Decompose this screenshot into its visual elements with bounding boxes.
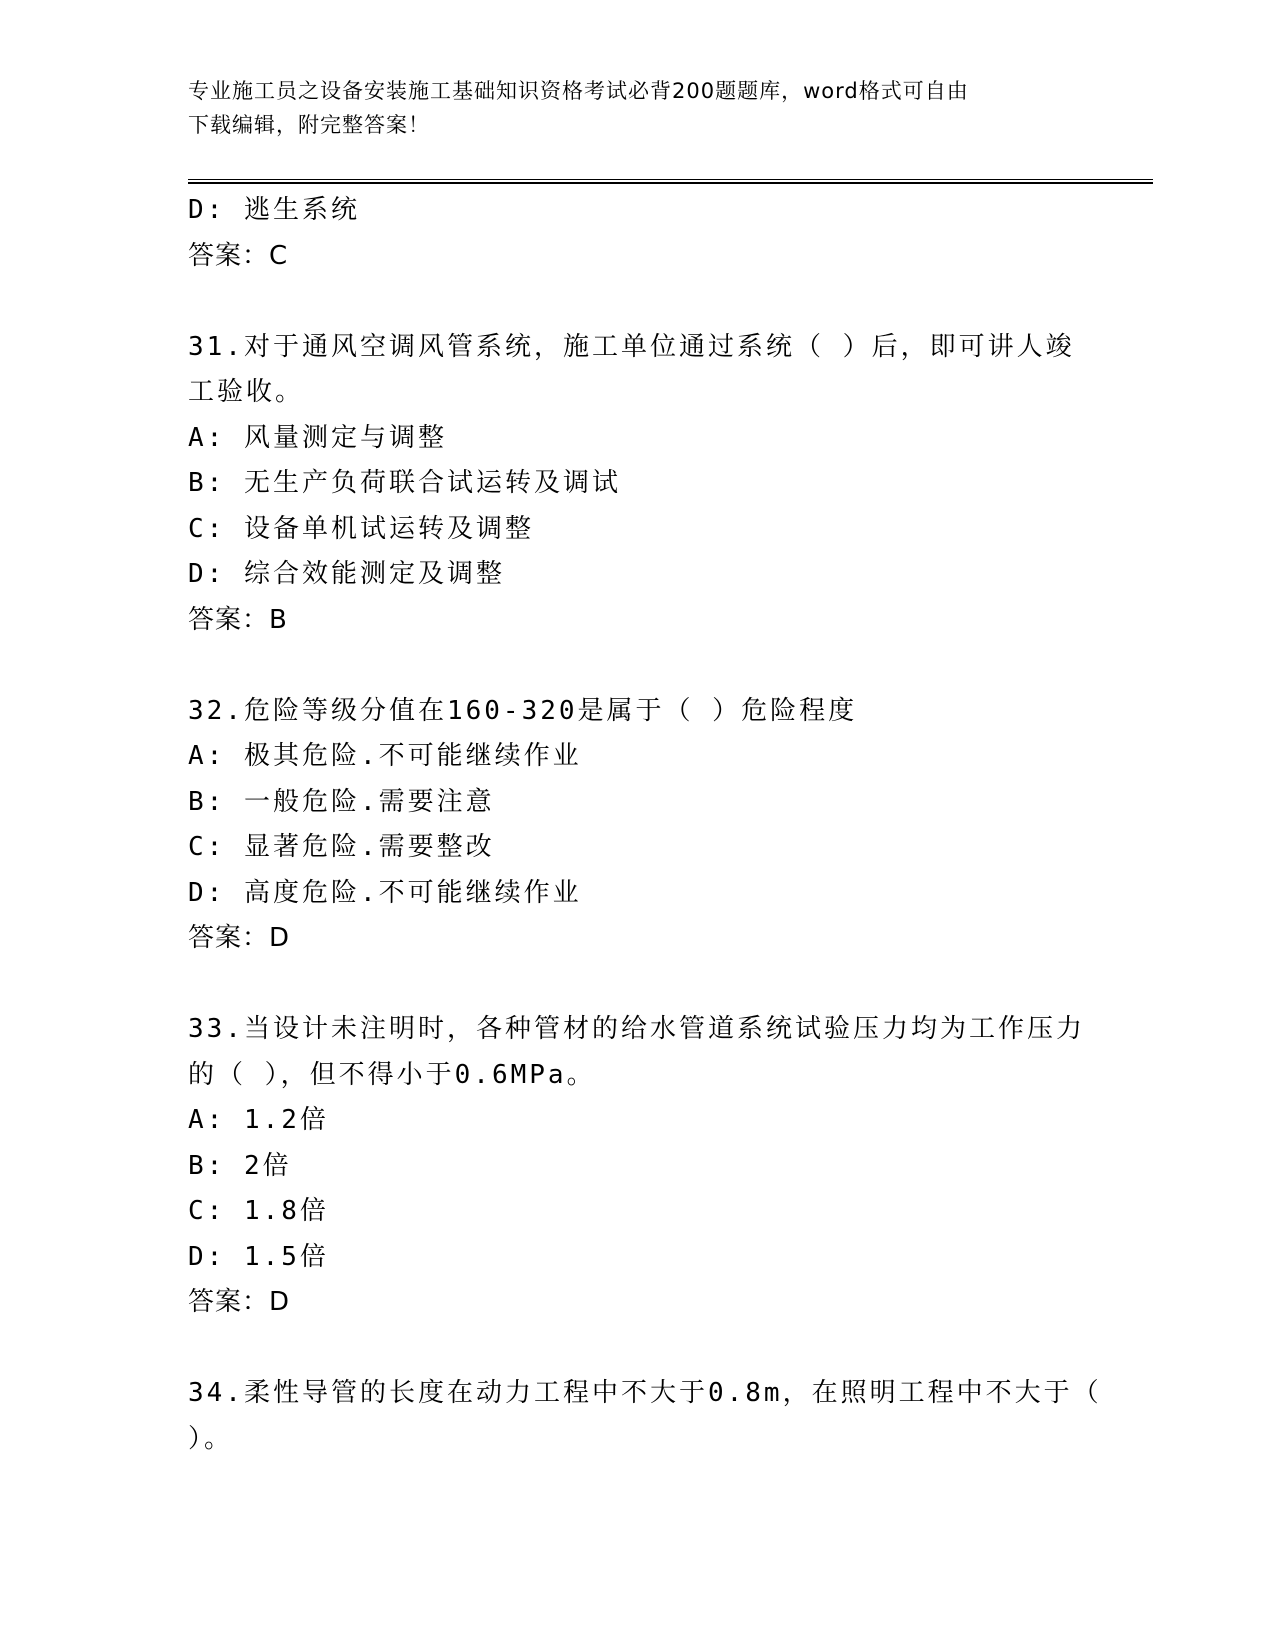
answer: 答案：D [188,923,291,953]
question-stem-cont: 的（ ），但不得小于0.6MPa。 [188,1059,596,1090]
question-stem: 32.危险等级分值在160-320是属于（ ）危险程度 [188,695,858,726]
option-a: A: 极其危险.不可能继续作业 [188,741,582,771]
option-a: A: 1.2倍 [188,1105,329,1135]
option-b: B: 2倍 [188,1150,292,1181]
question-34 [188,1371,1102,1462]
question-stem-cont: 工验收。 [188,377,305,407]
option-c: C: 设备单机试运转及调整 [188,513,534,544]
option-d: D: 综合效能测定及调整 [188,559,505,589]
document-header [188,74,1088,142]
question-body [188,188,1102,1462]
option-d: D: 高度危险.不可能继续作业 [188,877,582,908]
question-33 [188,1007,1088,1326]
prev-option-d: D: 逃生系统 [188,195,360,225]
spacer [188,643,1088,689]
option-b: B: 一般危险.需要注意 [188,786,495,817]
prev-answer: 答案：C [188,240,289,271]
question-stem-cont: ）。 [188,1423,234,1454]
option-d: D: 1.5倍 [188,1241,329,1272]
option-a: A: 风量测定与调整 [188,422,447,453]
spacer [188,1326,1088,1372]
question-stem: 33.当设计未注明时，各种管材的给水管道系统试验压力均为工作压力 [188,1014,1085,1044]
header-line-1: 专业施工员之设备安装施工基础知识资格考试必背200题题库，word格式可自由 [188,79,969,103]
option-b: B: 无生产负荷联合试运转及调试 [188,468,621,498]
header-line-2: 下载编辑，附完整答案！ [188,113,430,137]
option-c: C: 显著危险.需要整改 [188,832,495,862]
header-divider-thick [188,182,1153,184]
spacer [188,962,1088,1008]
question-31 [188,325,1088,644]
question-stem: 31.对于通风空调风管系统，施工单位通过系统（ ）后，即可讲人竣 [188,331,1075,362]
header-divider-thin [188,179,1153,180]
option-c: C: 1.8倍 [188,1196,329,1226]
question-32 [188,689,1088,962]
spacer [188,279,1088,325]
answer: 答案：D [188,1287,291,1317]
question-stem: 34.柔性导管的长度在动力工程中不大于0.8m，在照明工程中不大于（ [188,1378,1102,1408]
answer: 答案：B [188,604,288,635]
